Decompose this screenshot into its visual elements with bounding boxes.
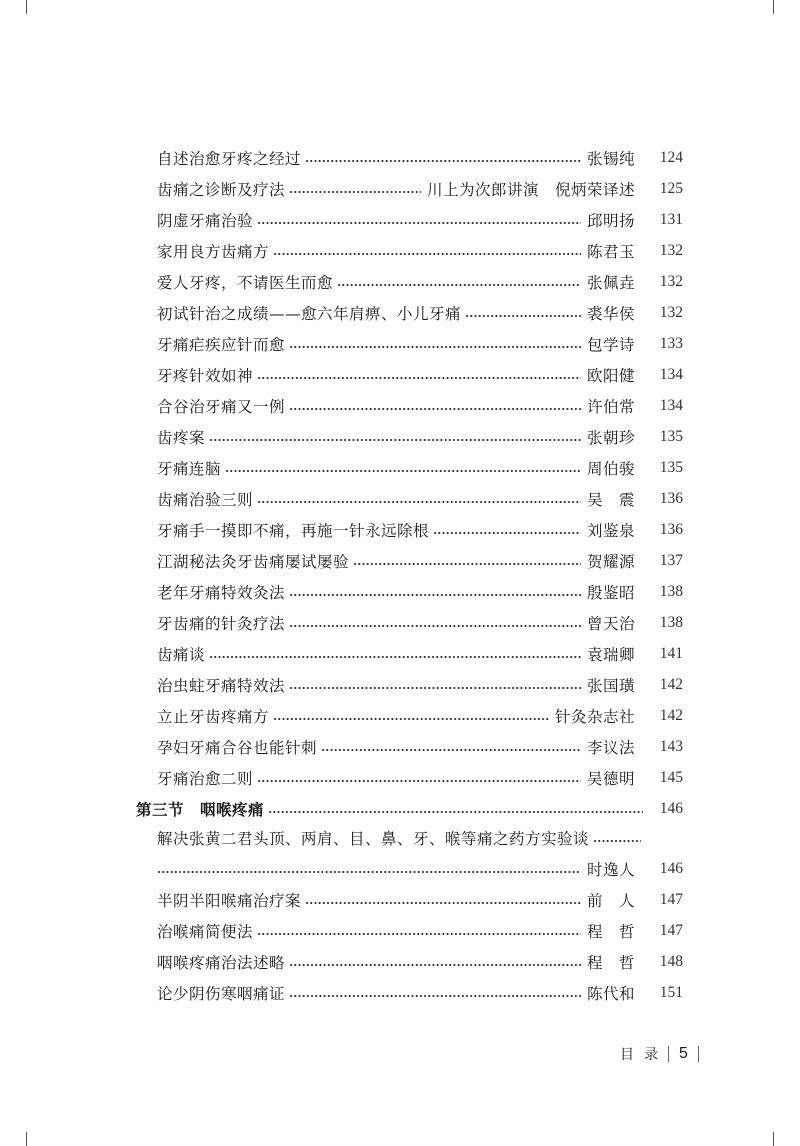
toc-entry-page: 132 [659,304,683,321]
toc-entry-title: 老年牙痛特效灸法 [157,584,286,602]
leader-dots [305,160,581,162]
toc-entry-title: 解决张黄二君头顶、两肩、目、鼻、牙、喉等痛之药方实验谈 [157,830,590,848]
toc-entry-title: 江湖秘法灸牙齿痛屡试屡验 [157,553,350,571]
toc-entry-title: 齿痛谈 [157,646,206,664]
toc-entry-title: 阴虚牙痛治验 [157,212,254,230]
toc-entry[interactable] [157,394,683,418]
toc-entry[interactable] [157,518,683,542]
toc-entry-author: 贺耀源 [586,553,635,571]
leader-dots [337,284,581,286]
leader-dots [353,563,581,565]
leader-dots [157,871,581,873]
toc-entry-page: 135 [659,459,683,476]
toc-entry-page: 134 [659,397,683,414]
toc-entry-page: 142 [659,707,683,724]
toc-entry-title: 咽喉疼痛治法述略 [157,954,286,972]
toc-entry-author: 周伯骏 [586,460,635,478]
toc-entry-page: 148 [659,953,683,970]
toc-entry[interactable] [157,642,683,666]
toc-entry-author: 包学诗 [586,336,635,354]
leader-dots [268,811,643,813]
leader-dots [209,656,581,658]
toc-entry-title: 牙痛连脑 [157,460,222,478]
toc-entry[interactable] [157,549,683,573]
toc-entry-title: 牙疼针效如神 [157,367,254,385]
toc-entry[interactable] [157,950,683,974]
toc-entry-page: 143 [659,738,683,755]
toc-entry-page: 138 [659,614,683,631]
toc-entry-title: 牙痛治愈二则 [157,770,254,788]
section-title: 第三节 咽喉疼痛 [136,800,265,819]
toc-entry-page: 145 [659,769,683,786]
leader-dots [289,191,421,193]
leader-dots [257,933,581,935]
footer-section-label: 目录 [620,1047,668,1063]
leader-dots [209,439,581,441]
toc-entry-title: 齿痛治验三则 [157,491,254,509]
toc-entry-author: 程 哲 [586,954,635,972]
leader-dots [305,902,581,904]
leader-dots [289,687,581,689]
toc-entry[interactable] [157,580,683,604]
toc-entry[interactable] [157,888,683,912]
leader-dots [257,377,581,379]
toc-entry-author: 欧阳健 [586,367,635,385]
toc-entry-page: 146 [659,800,683,817]
toc-entry[interactable] [157,363,683,387]
leader-dots [289,995,581,997]
toc-entry[interactable] [157,673,683,697]
footer-divider [698,1046,699,1062]
toc-entry-title: 立止牙齿疼痛方 [157,708,270,726]
toc-entry[interactable] [157,735,683,759]
toc-entry-page: 141 [659,645,683,662]
toc-entry[interactable] [157,981,683,1005]
toc-entry-author: 裘华侯 [586,305,635,323]
toc-entry-title: 家用良方齿痛方 [157,243,270,261]
toc-entry-title: 齿疼案 [157,429,206,447]
leader-dots [289,594,581,596]
page-footer [620,1042,730,1066]
toc-entry-author: 许伯常 [586,398,635,416]
toc-entry-page: 146 [659,860,683,877]
toc-entry-title: 牙痛手一摸即不痛，再施一针永远除根 [157,522,430,540]
toc-entry-title: 治喉痛简便法 [157,923,254,941]
toc-entry-author: 邱明扬 [586,212,635,230]
leader-dots [289,408,581,410]
toc-entry-page: 136 [659,521,683,538]
toc-entry[interactable] [157,704,683,728]
toc-entry-author: 程 哲 [586,923,635,941]
crop-mark-top-right [773,0,774,14]
toc-entry-author: 前 人 [586,892,635,910]
toc-entry[interactable] [157,301,683,325]
toc-entry-author: 刘鉴泉 [586,522,635,540]
toc-entry-title: 初试针治之成绩——愈六年肩痹、小儿牙痛 [157,305,462,323]
toc-entry-author: 陈代和 [586,985,635,1003]
toc-entry[interactable] [157,146,683,170]
toc-entry-page: 132 [659,242,683,259]
toc-entry-page: 147 [659,922,683,939]
toc-entry[interactable] [157,208,683,232]
toc-entry-title: 自述治愈牙疼之经过 [157,150,302,168]
toc-entry[interactable] [157,239,683,263]
toc-entry-author: 张朝珍 [586,429,635,447]
toc-entry-author: 川上为次郎讲演 倪炳荣译述 [426,181,635,199]
leader-dots [273,253,581,255]
toc-entry[interactable] [157,270,683,294]
toc-entry-page: 131 [659,211,683,228]
crop-mark-bottom-right [773,1132,774,1146]
leader-dots [257,501,581,503]
leader-dots [225,470,581,472]
toc-entry-page: 134 [659,366,683,383]
toc-entry[interactable] [157,456,683,480]
toc-entry-page: 142 [659,676,683,693]
toc-entry[interactable] [157,826,683,850]
toc-entry-page: 133 [659,335,683,352]
toc-entry[interactable] [157,919,683,943]
page-number: 5 [679,1045,688,1062]
toc-entry-author: 曾天治 [586,615,635,633]
leader-dots [321,749,581,751]
toc-entry[interactable] [157,487,683,511]
toc-entry-title: 齿痛之诊断及疗法 [157,181,286,199]
toc-section-heading[interactable] [136,797,683,821]
toc-entry-author: 吴 震 [586,491,635,509]
toc-entry-title: 治虫蛀牙痛特效法 [157,677,286,695]
toc-entry-author: 针灸杂志社 [554,708,635,726]
toc-entry-page: 136 [659,490,683,507]
toc-entry-page: 132 [659,273,683,290]
toc-entry-page: 135 [659,428,683,445]
leader-dots [257,780,581,782]
toc-entry-title: 合谷治牙痛又一例 [157,398,286,416]
toc-entry[interactable] [157,611,683,635]
toc-entry[interactable] [157,332,683,356]
toc-entry-title: 爱人牙疼，不请医生而愈 [157,274,334,292]
toc-entry-continuation[interactable] [157,857,683,881]
leader-dots [593,840,641,842]
toc-entry-page: 125 [659,180,683,197]
toc-entry[interactable] [157,177,683,201]
crop-mark-bottom-left [26,1132,27,1146]
toc-entry-page: 124 [659,149,683,166]
leader-dots [273,718,549,720]
crop-mark-top-left [26,0,27,14]
toc-entry-page: 138 [659,583,683,600]
toc-entry-author: 张佩垚 [586,274,635,292]
toc-entry-page: 137 [659,552,683,569]
toc-entry-author: 李议法 [586,739,635,757]
toc-entry-page: 151 [659,984,683,1001]
toc-entry-title: 半阴半阳喉痛治疗案 [157,892,302,910]
toc-entry-author: 张锡纯 [586,150,635,168]
toc-entry-author: 时逸人 [586,861,635,879]
toc-entry-title: 牙痛疟疾应针而愈 [157,336,286,354]
toc-entry-author: 吴德明 [586,770,635,788]
leader-dots [257,222,581,224]
toc-entry-title: 论少阴伤寒咽痛证 [157,985,286,1003]
toc-entry-author: 张国璜 [586,677,635,695]
toc-entry-page: 147 [659,891,683,908]
footer-divider [668,1046,669,1062]
leader-dots [289,346,581,348]
leader-dots [465,315,581,317]
toc-entry-author: 袁瑞卿 [586,646,635,664]
toc-entry-author: 陈君玉 [586,243,635,261]
toc-entry[interactable] [157,425,683,449]
toc-entry-author: 殷鉴昭 [586,584,635,602]
toc-entry-title: 牙齿痛的针灸疗法 [157,615,286,633]
leader-dots [433,532,581,534]
toc-entry[interactable] [157,766,683,790]
leader-dots [289,964,581,966]
toc-entry-title: 孕妇牙痛合谷也能针刺 [157,739,318,757]
leader-dots [289,625,581,627]
